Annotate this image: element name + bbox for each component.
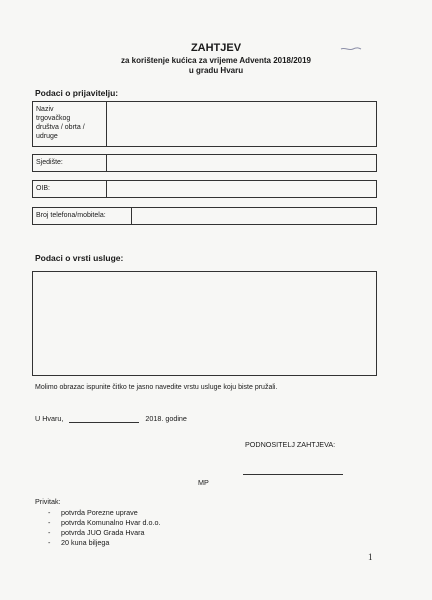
list-item: - potvrda Porezne uprave [48, 508, 138, 517]
company-name-label [33, 102, 107, 146]
attachment-text: potvrda Porezne uprave [61, 508, 138, 517]
applicant-signature-label: PODNOSITELJ ZAHTJEVA: [245, 440, 336, 449]
year-label: 2018. godine [145, 414, 187, 423]
list-item: - 20 kuna biljega [48, 538, 110, 547]
phone-field[interactable] [32, 207, 377, 225]
oib-label: OIB: [33, 181, 107, 197]
date-blank-line[interactable] [69, 414, 139, 423]
attachments-list [48, 508, 161, 548]
company-name-label-line: Naziv [36, 106, 54, 113]
attachments-label: Privitak: [35, 497, 61, 506]
oib-field[interactable] [32, 180, 377, 198]
list-item: - potvrda JUO Grada Hvara [48, 528, 145, 537]
service-section-heading: Podaci o vrsti usluge: [35, 253, 124, 263]
place-date-line [35, 414, 187, 423]
page-number: 1 [368, 552, 373, 562]
applicant-section-heading: Podaci o prijavitelju: [35, 88, 119, 98]
phone-value[interactable] [132, 208, 376, 224]
form-subtitle [0, 56, 432, 76]
subtitle-line-2: u gradu Hvaru [188, 66, 244, 75]
attachment-text: 20 kuna biljega [61, 538, 110, 547]
attachment-text: potvrda Komunalno Hvar d.o.o. [61, 518, 161, 527]
phone-label: Broj telefona/mobitela: [33, 208, 132, 224]
service-description-field[interactable] [32, 271, 377, 376]
company-name-label-line: trgovačkog [36, 115, 71, 122]
company-name-value[interactable] [107, 102, 376, 146]
stamp-place-label: MP [198, 478, 209, 487]
list-item: - potvrda Komunalno Hvar d.o.o. [48, 518, 161, 527]
signature-line[interactable] [243, 474, 343, 475]
headquarters-value[interactable] [107, 155, 376, 171]
headquarters-field[interactable] [32, 154, 377, 172]
company-name-label-line: udruge [36, 133, 58, 140]
company-name-label-line: društva / obrta / [36, 124, 85, 131]
form-instruction-note: Molimo obrazac ispunite čitko te jasno navedite vrstu usluge koju biste pružali. [35, 384, 278, 391]
headquarters-label: Sjedište: [33, 155, 107, 171]
oib-value[interactable] [107, 181, 376, 197]
form-title: ZAHTJEV [190, 42, 242, 54]
subtitle-line-1: za korištenje kućica za vrijeme Adventa 2018/2019 [120, 56, 312, 65]
company-name-field[interactable] [32, 101, 377, 147]
attachment-text: potvrda JUO Grada Hvara [61, 528, 145, 537]
place-label: U Hvaru, [35, 414, 64, 423]
